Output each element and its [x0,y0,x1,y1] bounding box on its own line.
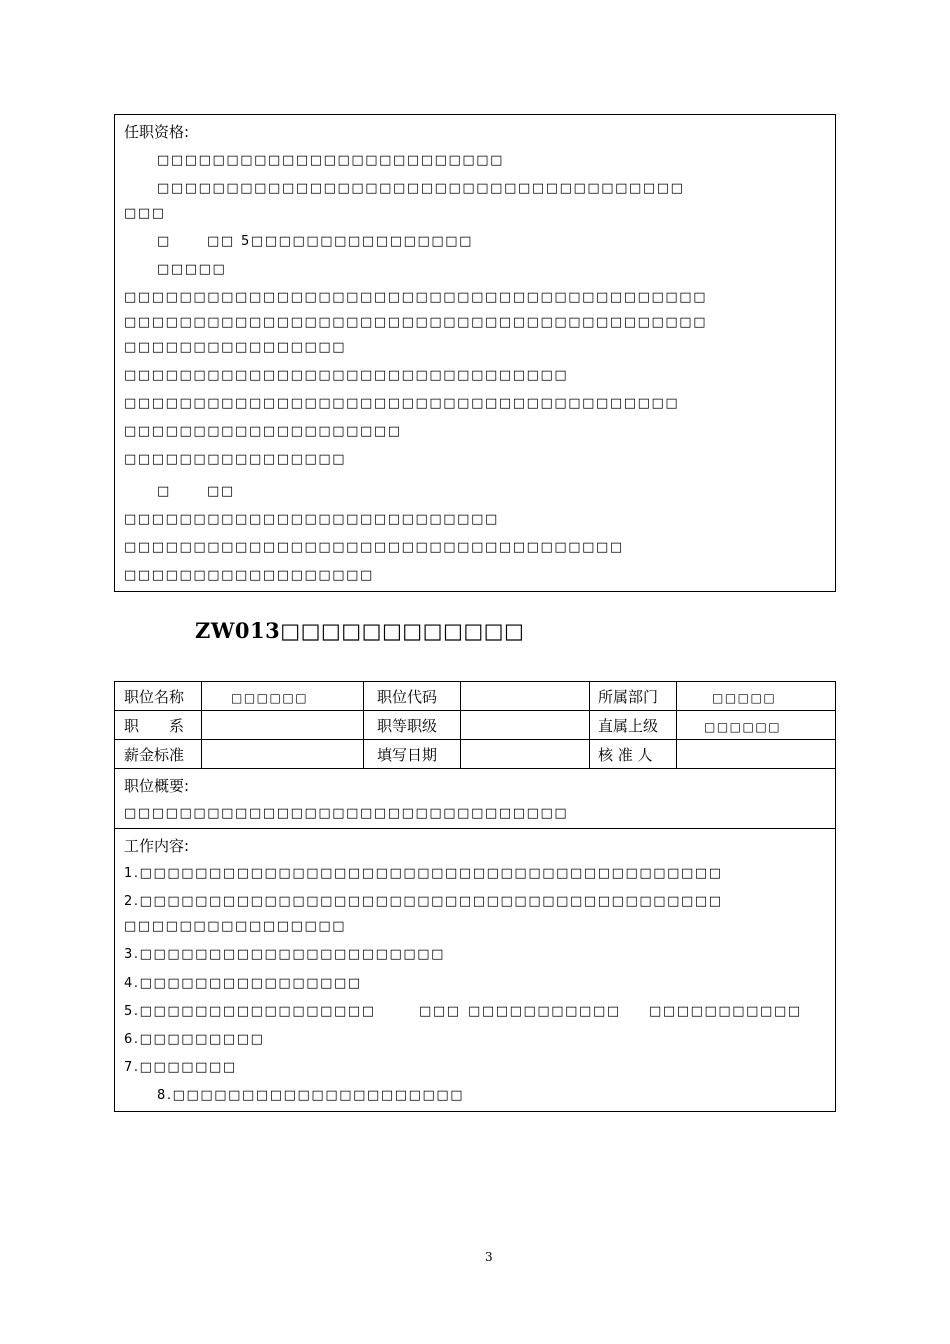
job-family-label: 职 系 [124,717,185,735]
summary-text: □□□□□□□□□□□□□□□□□□□□□□□□□□□□□□□□ [124,806,569,821]
department-label: 所属部门 [598,688,659,706]
qualification-line: 5□□□□□□□□□□□□□□□□ [241,234,473,249]
qualification-line: □□□ [124,206,166,221]
column-divider [676,681,677,769]
job-code-label: 职位代码 [377,688,438,706]
qualification-line: □□ [207,234,235,249]
qualification-line: □□□□□□□□□□□□□□□□□□□□ [124,424,402,439]
duty-line: 1.□□□□□□□□□□□□□□□□□□□□□□□□□□□□□□□□□□□□□□□□□□ [124,866,723,881]
row-divider [114,768,836,769]
duty-line: □□□□□□□□□□□□□□□□ [124,919,347,934]
salary-label: 薪金标准 [124,746,185,764]
duty-line: 5.□□□□□□□□□□□□□□□□□ [124,1004,376,1019]
duty-line: 7.□□□□□□□ [124,1060,237,1075]
duty-line: 4.□□□□□□□□□□□□□□□□ [124,976,362,991]
duty-line: □□□ [419,1004,461,1019]
row-divider [114,710,836,711]
approver-label: 核 准 人 [598,746,653,764]
qualification-line: □□□□□□□□□□□□□□□□□□□□□□□□□□□□□□□□□□□□ [124,540,624,555]
duty-line: □□□□□□□□□□□ [649,1004,802,1019]
department-value: □□□□□ [712,691,777,705]
duty-line: 2.□□□□□□□□□□□□□□□□□□□□□□□□□□□□□□□□□□□□□□□□□□ [124,894,723,909]
column-divider [460,681,461,769]
column-divider [363,681,364,769]
duty-line: □□□□□□□□□□□ [468,1004,621,1019]
qualification-line: □□□□□□□□□□□□□□□□□□□□□□□□□□□□□□□□□□□□□□ [157,181,685,196]
qualifications-heading: 任职资格: [124,123,190,141]
supervisor-label: 直属上级 [598,717,659,735]
qualification-line: □ [157,484,171,499]
section-title: ZW013□□□□□□□□□□□□ [195,618,525,643]
row-divider [114,739,836,740]
page-number: 3 [485,1250,493,1264]
qualification-line: □□ [207,484,235,499]
qualification-line: □□□□□□□□□□□□□□□□□□□□□□□□□□□□□□□□□□□□□□□□ [124,396,680,411]
qualification-line: □□□□□□□□□□□□□□□□□□□□□□□□□□□□□□□□□□□□□□□□□□ [124,290,708,305]
duty-line: 6.□□□□□□□□□ [124,1032,265,1047]
summary-heading: 职位概要: [124,777,190,795]
qualification-line: □ [157,234,171,249]
fill-date-label: 填写日期 [377,746,438,764]
duty-line: 8.□□□□□□□□□□□□□□□□□□□□□ [157,1088,465,1103]
duties-heading: 工作内容: [124,837,190,855]
qualification-line: □□□□□ [157,262,227,277]
job-title-label: 职位名称 [124,688,185,706]
column-divider [589,681,590,769]
qualification-line: □□□□□□□□□□□□□□□□□□□□□□□□□ [157,153,505,168]
job-title-value: □□□□□□ [231,691,309,705]
column-divider [201,681,202,769]
row-divider [114,828,836,829]
qualification-line: □□□□□□□□□□□□□□□□ [124,452,347,467]
duty-line: 3.□□□□□□□□□□□□□□□□□□□□□□ [124,947,446,962]
qualification-line: □□□□□□□□□□□□□□□□□□□□□□□□□□□ [124,512,499,527]
qualification-line: □□□□□□□□□□□□□□□□□□□□□□□□□□□□□□□□□□□□□□□□□□ [124,315,708,330]
qualification-line: □□□□□□□□□□□□□□□□□□□□□□□□□□□□□□□□ [124,368,569,383]
job-grade-label: 职等职级 [377,717,438,735]
qualification-line: □□□□□□□□□□□□□□□□□□ [124,568,374,583]
qualification-line: □□□□□□□□□□□□□□□□ [124,340,347,355]
supervisor-value: □□□□□□ [704,720,782,734]
